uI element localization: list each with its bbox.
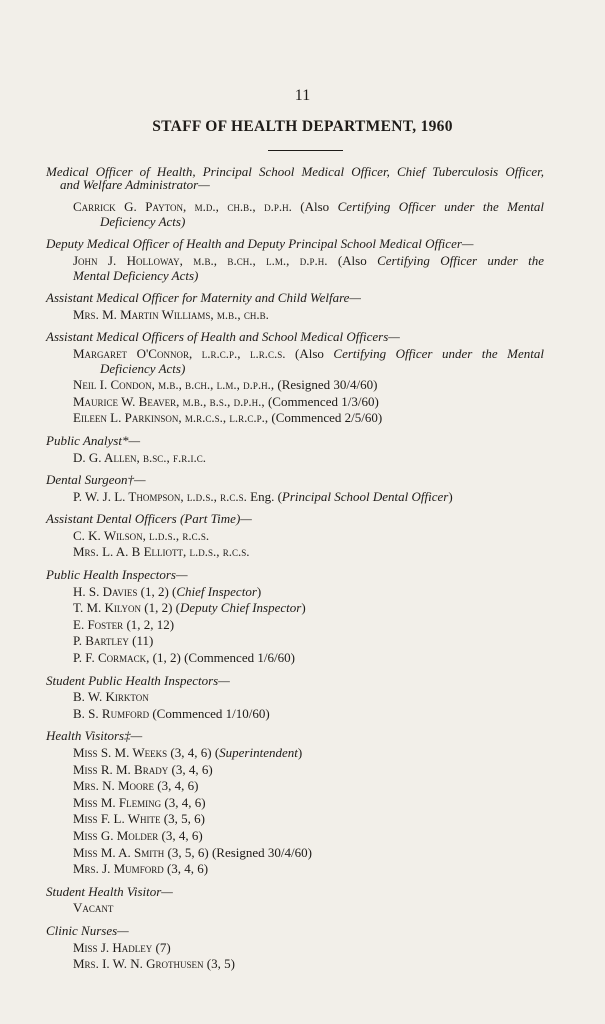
section-maternity (46, 290, 544, 323)
staff-name: E. Foster (73, 616, 124, 632)
staff-note: (3, 5) (203, 956, 235, 972)
staff-note: ) (448, 488, 453, 504)
staff-name: Mrs. I. W. N. Grothusen (73, 956, 204, 972)
section-health-visitors (46, 728, 544, 877)
section-public-analyst (46, 433, 544, 466)
staff-entry (46, 650, 544, 667)
staff-name: Miss S. M. Weeks (73, 745, 168, 760)
section-assistant-medical-officers (46, 329, 544, 427)
staff-entry: Mrs. L. A. B Elliott, l.d.s., r.c.s. (73, 544, 250, 560)
section-public-health-inspectors (46, 567, 544, 667)
staff-entry (46, 706, 544, 723)
staff-note: (3, 4, 6) (163, 861, 209, 877)
staff-note: ) (297, 745, 303, 760)
staff-note: (3, 4, 6) (168, 761, 213, 777)
staff-entry (46, 940, 544, 957)
staff-entry (46, 828, 544, 845)
staff-name: Mrs. N. Moore (73, 778, 155, 794)
staff-note: (3, 5, 6) (Resigned 30/4/60) (164, 844, 312, 860)
staff-note: (Commenced 1/10/60) (149, 705, 270, 721)
staff-role: Deputy Chief Inspector (180, 600, 302, 616)
staff-name: Eileen L. Parkinson, m.r.c.s., l.r.c.p., (73, 410, 269, 426)
staff-entry (46, 762, 544, 779)
staff-name: Miss R. M. Brady (73, 761, 169, 777)
staff-note: (3, 4, 6) (161, 794, 206, 810)
section-heading: Student Public Health Inspectors— (46, 672, 230, 688)
staff-list (46, 160, 544, 973)
staff-name: Miss F. L. White (73, 811, 161, 827)
staff-note-continued: Deficiency Acts) (100, 213, 186, 229)
section-heading: Clinic Nurses— (46, 922, 129, 938)
staff-entry: B. W. Kirkton (73, 689, 149, 705)
section-heading: Medical Officer of Health, Principal School Medical Officer, Chief Tuberculosis Officer, (46, 164, 544, 179)
staff-note: (3, 4, 6) (158, 827, 203, 843)
staff-note: Eng. ( (246, 488, 282, 504)
staff-entry (46, 845, 544, 862)
staff-name: John J. Holloway, m.b., b.ch., l.m., d.p.h. (73, 252, 328, 268)
section-heading: Deputy Medical Officer of Health and Deputy Principal School Medical Officer— (46, 236, 474, 252)
page-title: STAFF OF HEALTH DEPARTMENT, 1960 (152, 118, 453, 135)
staff-entry (46, 377, 544, 394)
section-heading: Health Visitors‡— (46, 728, 143, 744)
staff-role: Superintendent (219, 745, 298, 760)
section-assistant-dental (46, 511, 544, 561)
staff-name: P. F. Cormack, (73, 650, 150, 666)
staff-note: (Also (291, 199, 338, 215)
staff-note: Principal School Dental Officer (281, 488, 449, 504)
section-student-health-visitor (46, 884, 544, 917)
page-number: 11 (294, 87, 311, 104)
section-heading: Assistant Medical Officers of Health and School Medical Officers— (46, 329, 400, 345)
section-medical-officer (46, 164, 544, 230)
staff-entry (46, 584, 544, 601)
staff-entry (46, 489, 544, 506)
staff-entry (46, 617, 544, 634)
staff-note: (Resigned 30/4/60) (274, 377, 378, 393)
staff-entry (46, 795, 544, 812)
section-clinic-nurses (46, 923, 544, 973)
staff-note: (1, 2, 12) (123, 616, 175, 632)
section-heading: Public Health Inspectors— (46, 567, 188, 583)
staff-name: B. S. Rumford (73, 705, 150, 721)
staff-entry: Mrs. M. Martin Williams, m.b., ch.b. (73, 306, 269, 322)
staff-entry (46, 778, 544, 795)
staff-note: (Also (285, 345, 334, 361)
staff-note: (7) (152, 939, 171, 955)
staff-entry: D. G. Allen, b.sc., f.r.i.c. (73, 449, 206, 465)
staff-name: Miss M. Fleming (73, 794, 162, 810)
staff-entry (46, 600, 544, 617)
staff-name: Margaret O'Connor, l.r.c.p., l.r.c.s. (73, 345, 286, 361)
section-heading-continued: and Welfare Administrator— (60, 176, 210, 192)
section-heading: Assistant Medical Officer for Maternity and Child Welfare— (46, 290, 361, 306)
staff-note: (1, 2) ( (137, 583, 177, 599)
staff-note: (3, 5, 6) (160, 811, 205, 827)
staff-entry (46, 811, 544, 828)
staff-note: (3, 4, 6) (154, 778, 199, 794)
section-heading: Dental Surgeon†— (46, 472, 146, 488)
section-student-inspectors (46, 673, 544, 723)
title-rule (268, 150, 343, 151)
staff-entry: Vacant (73, 900, 114, 916)
staff-note: (11) (128, 633, 154, 649)
staff-note-continued: Deficiency Acts) (100, 360, 186, 376)
staff-note-continued: Mental Deficiency Acts) (73, 267, 199, 283)
staff-entry (46, 745, 544, 762)
staff-note: (3, 4, 6) ( (167, 745, 220, 760)
staff-note: ) (256, 583, 262, 599)
staff-name: Neil I. Condon, m.b., b.ch., l.m., d.p.h., (73, 377, 275, 393)
section-heading: Public Analyst*— (46, 432, 141, 448)
staff-note: (1, 2) (Commenced 1/6/60) (149, 650, 295, 666)
staff-name: Miss J. Hadley (73, 939, 153, 955)
staff-name: P. W. J. L. Thompson, l.d.s., r.c.s. (73, 488, 247, 504)
staff-name: Miss G. Molder (73, 827, 159, 843)
staff-note: ) (301, 600, 306, 616)
staff-name: H. S. Davies (73, 583, 138, 599)
staff-entry: C. K. Wilson, l.d.s., r.c.s. (73, 527, 210, 543)
staff-role: Chief Inspector (176, 583, 257, 599)
staff-name: Mrs. J. Mumford (73, 861, 164, 877)
staff-entry (46, 956, 544, 973)
staff-name: Miss M. A. Smith (73, 844, 165, 860)
staff-note: (Commenced 1/3/60) (264, 393, 379, 409)
staff-name: Carrick G. Payton, m.d., ch.b., d.p.h. (73, 199, 292, 215)
staff-note: Certifying Officer under the (377, 252, 544, 268)
staff-entry (46, 861, 544, 878)
staff-note: Certifying Officer under the Mental (337, 199, 545, 215)
section-heading: Student Health Visitor— (46, 883, 173, 899)
staff-entry (46, 394, 544, 411)
section-heading: Assistant Dental Officers (Part Time)— (46, 511, 252, 527)
staff-note: Certifying Officer under the Mental (333, 345, 545, 361)
section-dental-surgeon (46, 472, 544, 505)
section-deputy-officer (46, 236, 544, 284)
staff-name: Maurice W. Beaver, m.b., b.s., d.p.h., (73, 393, 265, 409)
staff-entry (46, 633, 544, 650)
staff-name: P. Bartley (73, 633, 129, 649)
staff-name: T. M. Kilyon (73, 600, 142, 616)
staff-note: (Commenced 2/5/60) (268, 410, 383, 426)
staff-entry (46, 410, 544, 427)
staff-note: (1, 2) ( (141, 600, 181, 616)
staff-note: (Also (327, 252, 378, 268)
